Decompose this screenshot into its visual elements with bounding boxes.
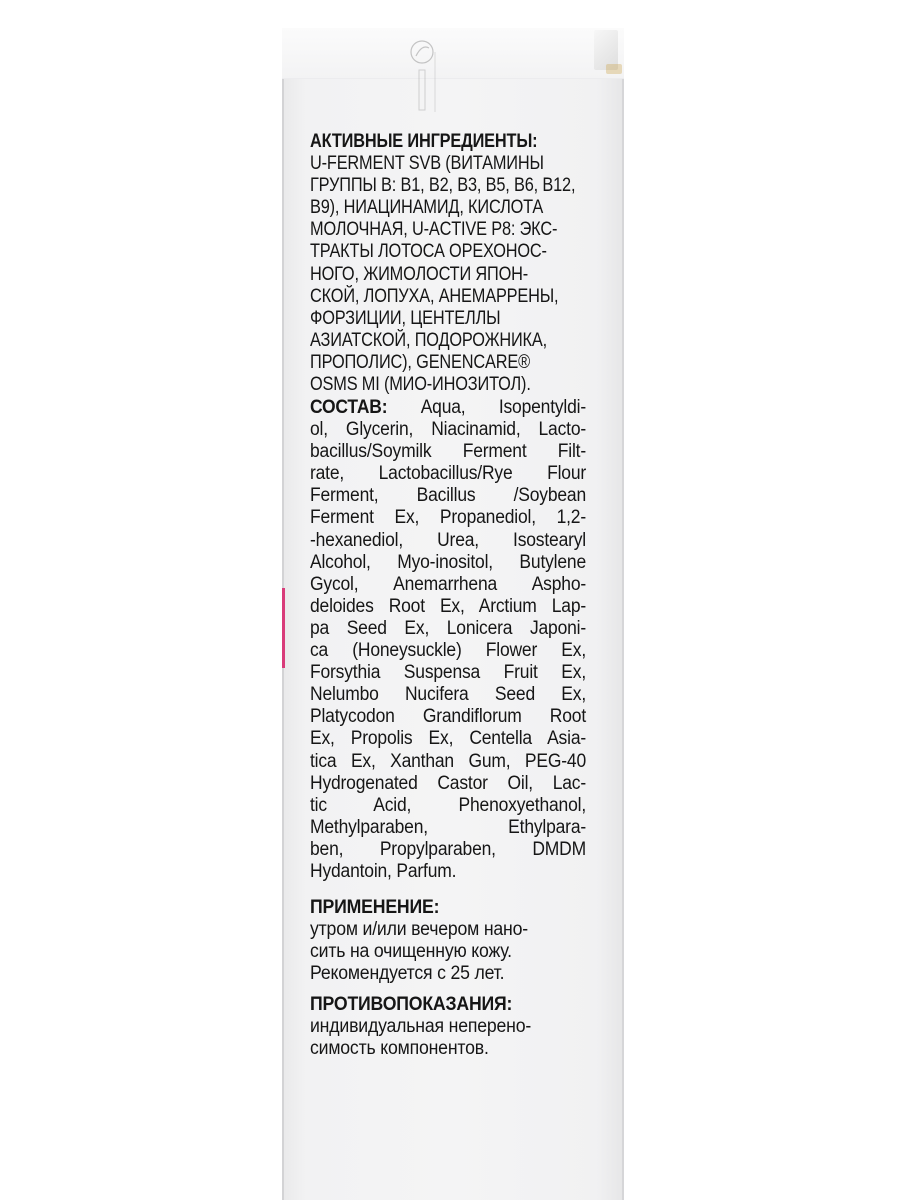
package-top-flap xyxy=(282,28,624,79)
composition-first-line xyxy=(310,397,586,419)
active-ingredients-line: МОЛОЧНАЯ, U-ACTIVE P8: ЭКС- xyxy=(310,219,558,241)
composition-last-line: Hydantoin, Parfum. xyxy=(310,860,457,882)
contraindications-section xyxy=(310,994,610,1060)
active-ingredients-line: СКОЙ, ЛОПУХА, АНЕМАРРЕНЫ, xyxy=(310,285,559,307)
composition-line: -hexanediol, Urea, Isostearyl xyxy=(310,529,586,551)
composition-line: Ex, Propolis Ex, Centella Asia- xyxy=(310,728,586,750)
package-right-edge xyxy=(622,28,624,1200)
active-ingredients-line: B9), НИАЦИНАМИД, КИСЛОТА xyxy=(310,197,544,219)
brand-logo-icon xyxy=(402,32,442,116)
usage-line: Рекомендуется с 25 лет. xyxy=(310,963,505,985)
composition-line: Ferment Ex, Propanediol, 1,2- xyxy=(310,507,586,529)
composition-line: Methylparaben, Ethylpara- xyxy=(310,816,586,838)
composition-heading: СОСТАВ: xyxy=(310,397,388,418)
composition-line: deloides Root Ex, Arctium Lap- xyxy=(310,595,586,617)
composition-line: Forsythia Suspensa Fruit Ex, xyxy=(310,662,586,684)
active-ingredients-line: ФОРЗИЦИИ, ЦЕНТЕЛЛЫ xyxy=(310,307,501,329)
active-ingredients-line: ПРОПОЛИС), GENENCARE® xyxy=(310,351,530,373)
composition-line: ca (Honeysuckle) Flower Ex, xyxy=(310,640,586,662)
composition-line: Nelumbo Nucifera Seed Ex, xyxy=(310,684,586,706)
contraindications-line: симость компонентов. xyxy=(310,1038,489,1060)
composition-line: Gycol, Anemarrhena Aspho- xyxy=(310,573,586,595)
composition-line: tica Ex, Xanthan Gum, PEG-40 xyxy=(310,750,586,772)
usage-line: сить на очищенную кожу. xyxy=(310,941,512,963)
active-ingredients-line: НОГО, ЖИМОЛОСТИ ЯПОН- xyxy=(310,263,529,285)
composition-line: tic Acid, Phenoxyethanol, xyxy=(310,794,586,816)
composition-line: ben, Propylparaben, DMDM xyxy=(310,838,586,860)
contraindications-line: индивидуальная неперено- xyxy=(310,1016,532,1038)
composition-line: ol, Glycerin, Niacinamid, Lacto- xyxy=(310,419,586,441)
active-ingredients-heading: АКТИВНЫЕ ИНГРЕДИЕНТЫ: xyxy=(310,131,538,152)
active-ingredients-line: OSMS MI (МИО-ИНОЗИТОЛ). xyxy=(310,374,531,396)
composition-line: Hydrogenated Castor Oil, Lac- xyxy=(310,772,586,794)
composition-line: pa Seed Ex, Lonicera Japoni- xyxy=(310,617,586,639)
pink-accent-strip xyxy=(282,588,285,668)
active-ingredients-line: ТРАКТЫ ЛОТОСА ОРЕХОНОС- xyxy=(310,241,547,263)
usage-heading: ПРИМЕНЕНИЕ: xyxy=(310,897,440,918)
composition-line: Aqua, Isopentyldi- xyxy=(420,397,586,418)
active-ingredients-section xyxy=(310,131,610,396)
composition-line: rate, Lactobacillus/Rye Flour xyxy=(310,463,586,485)
active-ingredients-line: U-FERMENT SVB (ВИТАМИНЫ xyxy=(310,153,544,175)
composition-line: Alcohol, Myo-inositol, Butylene xyxy=(310,551,586,573)
active-ingredients-line: АЗИАТСКОЙ, ПОДОРОЖНИКА, xyxy=(310,329,547,351)
usage-line: утром и/или вечером нано- xyxy=(310,919,528,941)
package-flap-shadow xyxy=(606,64,622,74)
composition-line: bacillus/Soymilk Ferment Filt- xyxy=(310,441,586,463)
composition-section xyxy=(310,397,610,883)
composition-line: Platycodon Grandiflorum Root xyxy=(310,706,586,728)
usage-section xyxy=(310,897,610,985)
contraindications-heading: ПРОТИВОПОКАЗАНИЯ: xyxy=(310,994,513,1015)
active-ingredients-line: ГРУППЫ B: B1, B2, B3, B5, B6, B12, xyxy=(310,175,576,197)
composition-line: Ferment, Bacillus /Soybean xyxy=(310,485,586,507)
